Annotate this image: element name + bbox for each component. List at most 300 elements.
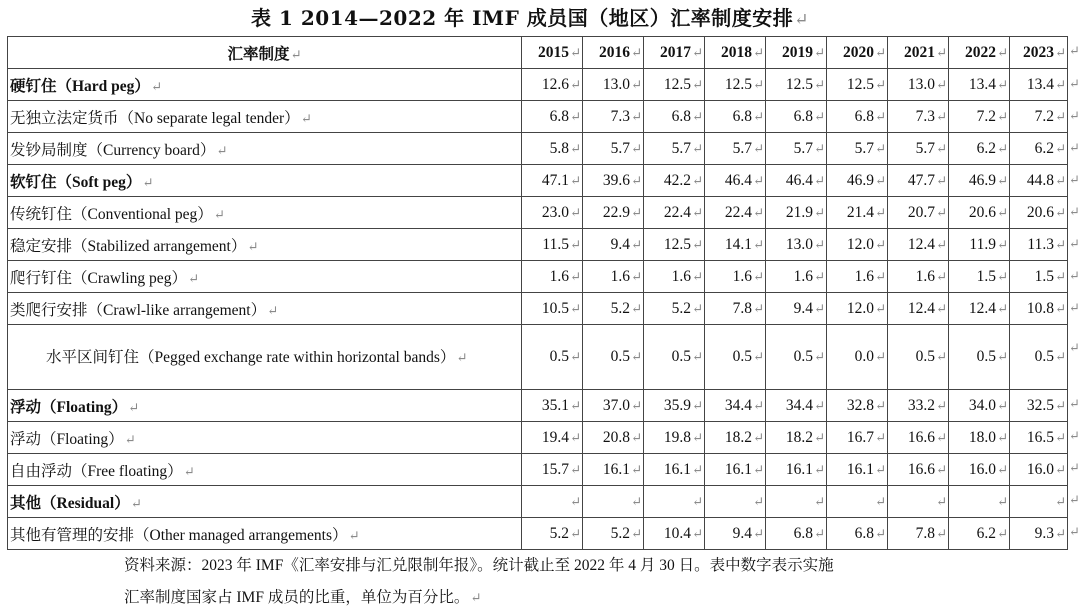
value-cell: 22.4↵	[705, 197, 766, 229]
value-cell: 35.1↵	[522, 390, 583, 422]
value-cell: 12.5↵	[827, 69, 888, 101]
return-mark-icon: ↵	[752, 236, 764, 252]
table-row	[8, 197, 1068, 229]
value-cell: 16.1↵	[644, 454, 705, 486]
value-cell: 16.1↵	[705, 454, 766, 486]
value-cell: 0.5↵	[766, 325, 827, 390]
return-mark-icon: ↵	[1069, 301, 1080, 316]
value-cell: 0.5↵	[705, 325, 766, 390]
value-cell: 35.9↵	[644, 390, 705, 422]
return-mark-icon: ↵	[813, 300, 825, 316]
value-cell: 7.8↵	[705, 293, 766, 325]
return-mark-icon: ↵	[1069, 429, 1080, 444]
return-mark-icon: ↵	[348, 527, 360, 543]
header-year: 2019↵	[766, 37, 827, 69]
value-cell: 6.8↵	[827, 101, 888, 133]
return-mark-icon: ↵	[996, 76, 1008, 92]
return-mark-icon: ↵	[691, 44, 703, 60]
value-cell: 16.1↵	[583, 454, 644, 486]
return-mark-icon: ↵	[569, 140, 581, 156]
return-mark-icon: ↵	[1069, 205, 1080, 220]
value-cell: 21.9↵	[766, 197, 827, 229]
value-cell: 5.8↵	[522, 133, 583, 165]
header-year: 2022↵	[949, 37, 1010, 69]
value-cell: 0.5↵	[1010, 325, 1068, 390]
value-cell: 46.9↵	[827, 165, 888, 197]
return-mark-icon: ↵	[213, 206, 225, 222]
row-label: 浮动（Floating）↵	[8, 390, 522, 422]
value-cell: 16.0↵	[949, 454, 1010, 486]
return-mark-icon: ↵	[996, 204, 1008, 220]
return-mark-icon: ↵	[996, 140, 1008, 156]
return-mark-icon: ↵	[124, 431, 136, 447]
return-mark-icon: ↵	[752, 493, 764, 509]
row-label: 浮动（Floating）↵	[8, 422, 522, 454]
table-title-text: 表 1 2014—2022 年 IMF 成员国（地区）汇率制度安排	[250, 6, 794, 30]
return-mark-icon: ↵	[1069, 77, 1080, 92]
return-mark-icon: ↵	[569, 461, 581, 477]
return-mark-icon: ↵	[813, 172, 825, 188]
value-cell: 1.6↵	[827, 261, 888, 293]
return-mark-icon: ↵	[752, 108, 764, 124]
value-cell: 46.4↵	[705, 165, 766, 197]
value-cell: 12.5↵	[766, 69, 827, 101]
value-cell: 33.2↵	[888, 390, 949, 422]
return-mark-icon: ↵	[691, 461, 703, 477]
value-cell: 12.6↵	[522, 69, 583, 101]
value-cell: 7.3↵	[583, 101, 644, 133]
header-year: 2021↵	[888, 37, 949, 69]
return-mark-icon: ↵	[630, 300, 642, 316]
value-cell: 18.0↵	[949, 422, 1010, 454]
return-mark-icon: ↵	[752, 397, 764, 413]
return-mark-icon: ↵	[630, 493, 642, 509]
return-mark-icon: ↵	[813, 44, 825, 60]
value-cell: 15.7↵	[522, 454, 583, 486]
return-mark-icon: ↵	[996, 44, 1008, 60]
return-mark-icon: ↵	[691, 172, 703, 188]
return-mark-icon: ↵	[813, 461, 825, 477]
value-cell: 12.5↵	[705, 69, 766, 101]
return-mark-icon: ↵	[752, 525, 764, 541]
value-cell: 47.7↵	[888, 165, 949, 197]
value-cell: 12.4↵	[888, 293, 949, 325]
return-mark-icon: ↵	[691, 300, 703, 316]
return-mark-icon: ↵	[996, 349, 1008, 364]
return-mark-icon: ↵	[1069, 341, 1080, 356]
return-mark-icon: ↵	[752, 76, 764, 92]
return-mark-icon: ↵	[874, 44, 886, 60]
return-mark-icon: ↵	[874, 236, 886, 252]
value-cell: 16.5↵	[1010, 422, 1068, 454]
table-row	[8, 101, 1068, 133]
value-cell: 1.6↵	[644, 261, 705, 293]
value-cell: 34.4↵	[766, 390, 827, 422]
return-mark-icon: ↵	[813, 397, 825, 413]
return-mark-icon: ↵	[935, 44, 947, 60]
table-row	[8, 325, 1068, 390]
row-label: 爬行钉住（Crawling peg）↵	[8, 261, 522, 293]
return-mark-icon: ↵	[752, 349, 764, 364]
return-mark-icon: ↵	[935, 140, 947, 156]
header-year: 2020↵	[827, 37, 888, 69]
value-cell: 6.8↵	[644, 101, 705, 133]
value-cell: 0.5↵	[583, 325, 644, 390]
return-mark-icon: ↵	[569, 397, 581, 413]
return-mark-icon: ↵	[1054, 204, 1066, 220]
value-cell: 1.6↵	[766, 261, 827, 293]
value-cell: 16.1↵	[766, 454, 827, 486]
value-cell: 1.5↵	[949, 261, 1010, 293]
return-mark-icon: ↵	[874, 204, 886, 220]
return-mark-icon: ↵	[1054, 108, 1066, 124]
row-label: 水平区间钉住（Pegged exchange rate within horizontal bands）↵	[8, 325, 522, 390]
return-mark-icon: ↵	[150, 78, 162, 94]
row-label: 硬钉住（Hard peg）↵	[8, 69, 522, 101]
value-cell: 5.7↵	[644, 133, 705, 165]
return-mark-icon: ↵	[1069, 525, 1080, 540]
return-mark-icon: ↵	[935, 397, 947, 413]
return-mark-icon: ↵	[1054, 461, 1066, 477]
row-label: 软钉住（Soft peg）↵	[8, 165, 522, 197]
value-cell: 9.4↵	[766, 293, 827, 325]
return-mark-icon: ↵	[1069, 269, 1080, 284]
return-mark-icon: ↵	[935, 108, 947, 124]
return-mark-icon: ↵	[935, 76, 947, 92]
return-mark-icon: ↵	[630, 525, 642, 541]
value-cell: 5.7↵	[766, 133, 827, 165]
return-mark-icon: ↵	[996, 525, 1008, 541]
header-year: 2023↵	[1010, 37, 1068, 69]
return-mark-icon: ↵	[813, 108, 825, 124]
table-row	[8, 518, 1068, 550]
return-mark-icon: ↵	[1054, 300, 1066, 316]
return-mark-icon: ↵	[1054, 397, 1066, 413]
source-note-line-1: 资料来源：2023 年 IMF《汇率安排与汇兑限制年报》。统计截止至 2022 年 4 月 30 日。表中数字表示实施	[124, 557, 834, 574]
return-mark-icon: ↵	[935, 461, 947, 477]
table-row	[8, 165, 1068, 197]
return-mark-icon: ↵	[1069, 461, 1080, 476]
header-row	[8, 37, 1068, 69]
return-mark-icon: ↵	[569, 236, 581, 252]
return-mark-icon: ↵	[1054, 493, 1066, 509]
return-mark-icon: ↵	[630, 397, 642, 413]
value-cell: 12.0↵	[827, 229, 888, 261]
value-cell: 6.8↵	[766, 101, 827, 133]
return-mark-icon: ↵	[470, 590, 482, 605]
value-cell: 11.9↵	[949, 229, 1010, 261]
value-cell: 14.1↵	[705, 229, 766, 261]
return-mark-icon: ↵	[691, 204, 703, 220]
return-mark-icon: ↵	[569, 76, 581, 92]
return-mark-icon: ↵	[794, 10, 809, 30]
value-cell: 32.8↵	[827, 390, 888, 422]
table-row	[8, 229, 1068, 261]
value-cell: 20.6↵	[949, 197, 1010, 229]
return-mark-icon: ↵	[1069, 237, 1080, 252]
return-mark-icon: ↵	[935, 300, 947, 316]
value-cell	[583, 486, 644, 518]
return-mark-icon: ↵	[187, 270, 199, 286]
return-mark-icon: ↵	[630, 140, 642, 156]
return-mark-icon: ↵	[874, 461, 886, 477]
value-cell: 16.1↵	[827, 454, 888, 486]
return-mark-icon: ↵	[1054, 268, 1066, 284]
header-year: 2018↵	[705, 37, 766, 69]
return-mark-icon: ↵	[1054, 429, 1066, 445]
return-mark-icon: ↵	[752, 429, 764, 445]
value-cell	[949, 486, 1010, 518]
value-cell	[522, 486, 583, 518]
return-mark-icon: ↵	[752, 300, 764, 316]
return-mark-icon: ↵	[691, 349, 703, 364]
return-mark-icon: ↵	[752, 204, 764, 220]
return-mark-icon: ↵	[691, 429, 703, 445]
value-cell: 16.6↵	[888, 422, 949, 454]
return-mark-icon: ↵	[996, 397, 1008, 413]
value-cell: 6.8↵	[827, 518, 888, 550]
value-cell: 46.4↵	[766, 165, 827, 197]
return-mark-icon: ↵	[1069, 109, 1080, 124]
return-mark-icon: ↵	[813, 525, 825, 541]
value-cell: 6.2↵	[949, 518, 1010, 550]
value-cell: 5.2↵	[583, 293, 644, 325]
return-mark-icon: ↵	[569, 300, 581, 316]
value-cell: 44.8↵	[1010, 165, 1068, 197]
value-cell: 0.5↵	[949, 325, 1010, 390]
return-mark-icon: ↵	[1054, 140, 1066, 156]
return-mark-icon: ↵	[569, 204, 581, 220]
value-cell: 5.2↵	[583, 518, 644, 550]
value-cell: 5.7↵	[827, 133, 888, 165]
return-mark-icon: ↵	[935, 204, 947, 220]
return-mark-icon: ↵	[142, 174, 154, 190]
table-row	[8, 390, 1068, 422]
value-cell: 0.5↵	[888, 325, 949, 390]
value-cell: 21.4↵	[827, 197, 888, 229]
return-mark-icon: ↵	[874, 108, 886, 124]
value-cell: 19.4↵	[522, 422, 583, 454]
value-cell: 18.2↵	[766, 422, 827, 454]
value-cell: 46.9↵	[949, 165, 1010, 197]
value-cell: 6.8↵	[522, 101, 583, 133]
return-mark-icon: ↵	[813, 236, 825, 252]
value-cell: 22.9↵	[583, 197, 644, 229]
header-regime: 汇率制度↵	[8, 37, 522, 69]
return-mark-icon: ↵	[569, 349, 581, 364]
return-mark-icon: ↵	[874, 493, 886, 509]
return-mark-icon: ↵	[1069, 397, 1080, 412]
value-cell: 9.3↵	[1010, 518, 1068, 550]
return-mark-icon: ↵	[996, 300, 1008, 316]
value-cell	[766, 486, 827, 518]
value-cell: 13.0↵	[888, 69, 949, 101]
value-cell: 42.2↵	[644, 165, 705, 197]
return-mark-icon: ↵	[290, 46, 302, 62]
return-mark-icon: ↵	[1054, 525, 1066, 541]
return-mark-icon: ↵	[630, 108, 642, 124]
value-cell: 0.5↵	[644, 325, 705, 390]
value-cell: 5.7↵	[705, 133, 766, 165]
value-cell: 5.7↵	[583, 133, 644, 165]
return-mark-icon: ↵	[630, 44, 642, 60]
value-cell: 6.8↵	[766, 518, 827, 550]
return-mark-icon: ↵	[813, 76, 825, 92]
return-mark-icon: ↵	[874, 300, 886, 316]
value-cell: 20.8↵	[583, 422, 644, 454]
return-mark-icon: ↵	[752, 44, 764, 60]
table-row	[8, 261, 1068, 293]
row-label: 其他（Residual）↵	[8, 486, 522, 518]
value-cell: 11.3↵	[1010, 229, 1068, 261]
row-label: 发钞局制度（Currency board）↵	[8, 133, 522, 165]
value-cell: 9.4↵	[705, 518, 766, 550]
table-title	[0, 2, 1060, 31]
row-label: 无独立法定货币（No separate legal tender）↵	[8, 101, 522, 133]
value-cell	[1010, 486, 1068, 518]
return-mark-icon: ↵	[874, 349, 886, 364]
value-cell: 13.0↵	[583, 69, 644, 101]
table-body	[8, 69, 1068, 550]
header-year: 2015↵	[522, 37, 583, 69]
value-cell: 6.8↵	[705, 101, 766, 133]
value-cell: 47.1↵	[522, 165, 583, 197]
value-cell: 1.6↵	[705, 261, 766, 293]
value-cell: 39.6↵	[583, 165, 644, 197]
return-mark-icon: ↵	[1069, 44, 1080, 59]
value-cell	[888, 486, 949, 518]
return-mark-icon: ↵	[247, 238, 259, 254]
value-cell: 12.5↵	[644, 69, 705, 101]
return-mark-icon: ↵	[874, 76, 886, 92]
value-cell: 12.4↵	[949, 293, 1010, 325]
return-mark-icon: ↵	[691, 236, 703, 252]
return-mark-icon: ↵	[935, 525, 947, 541]
row-label: 其他有管理的安排（Other managed arrangements）↵	[8, 518, 522, 550]
value-cell: 34.4↵	[705, 390, 766, 422]
table-row	[8, 486, 1068, 518]
source-note-line-2: 汇率制度国家占 IMF 成员的比重，单位为百分比。↵	[124, 589, 482, 606]
value-cell: 1.6↵	[522, 261, 583, 293]
value-cell	[827, 486, 888, 518]
value-cell: 6.2↵	[949, 133, 1010, 165]
return-mark-icon: ↵	[1069, 173, 1080, 188]
return-mark-icon: ↵	[935, 268, 947, 284]
value-cell: 32.5↵	[1010, 390, 1068, 422]
table-row	[8, 454, 1068, 486]
return-mark-icon: ↵	[996, 493, 1008, 509]
value-cell: 0.5↵	[522, 325, 583, 390]
value-cell: 1.6↵	[888, 261, 949, 293]
exchange-rate-table	[7, 36, 1068, 550]
value-cell: 16.6↵	[888, 454, 949, 486]
return-mark-icon: ↵	[996, 172, 1008, 188]
return-mark-icon: ↵	[569, 108, 581, 124]
return-mark-icon: ↵	[813, 268, 825, 284]
return-mark-icon: ↵	[935, 349, 947, 364]
value-cell	[705, 486, 766, 518]
value-cell: 6.2↵	[1010, 133, 1068, 165]
value-cell: 1.5↵	[1010, 261, 1068, 293]
return-mark-icon: ↵	[813, 140, 825, 156]
value-cell: 0.0↵	[827, 325, 888, 390]
return-mark-icon: ↵	[569, 429, 581, 445]
return-mark-icon: ↵	[1054, 236, 1066, 252]
return-mark-icon: ↵	[691, 493, 703, 509]
value-cell: 10.8↵	[1010, 293, 1068, 325]
return-mark-icon: ↵	[569, 525, 581, 541]
return-mark-icon: ↵	[216, 142, 228, 158]
return-mark-icon: ↵	[267, 302, 279, 318]
value-cell: 23.0↵	[522, 197, 583, 229]
return-mark-icon: ↵	[813, 204, 825, 220]
return-mark-icon: ↵	[569, 44, 581, 60]
value-cell: 34.0↵	[949, 390, 1010, 422]
return-mark-icon: ↵	[1054, 172, 1066, 188]
return-mark-icon: ↵	[630, 349, 642, 364]
return-mark-icon: ↵	[752, 268, 764, 284]
value-cell: 12.0↵	[827, 293, 888, 325]
value-cell: 13.4↵	[949, 69, 1010, 101]
return-mark-icon: ↵	[630, 461, 642, 477]
return-mark-icon: ↵	[630, 236, 642, 252]
return-mark-icon: ↵	[874, 140, 886, 156]
header-year: 2017↵	[644, 37, 705, 69]
return-mark-icon: ↵	[935, 493, 947, 509]
table-row	[8, 133, 1068, 165]
value-cell: 16.7↵	[827, 422, 888, 454]
value-cell: 13.4↵	[1010, 69, 1068, 101]
value-cell: 20.6↵	[1010, 197, 1068, 229]
return-mark-icon: ↵	[996, 429, 1008, 445]
return-mark-icon: ↵	[752, 461, 764, 477]
return-mark-icon: ↵	[691, 268, 703, 284]
value-cell: 18.2↵	[705, 422, 766, 454]
return-mark-icon: ↵	[691, 397, 703, 413]
header-year: 2016↵	[583, 37, 644, 69]
return-mark-icon: ↵	[813, 349, 825, 364]
return-mark-icon: ↵	[130, 495, 142, 511]
return-mark-icon: ↵	[1069, 141, 1080, 156]
return-mark-icon: ↵	[691, 140, 703, 156]
return-mark-icon: ↵	[569, 493, 581, 509]
row-label: 传统钉住（Conventional peg）↵	[8, 197, 522, 229]
return-mark-icon: ↵	[996, 268, 1008, 284]
return-mark-icon: ↵	[935, 429, 947, 445]
value-cell: 11.5↵	[522, 229, 583, 261]
value-cell: 10.4↵	[644, 518, 705, 550]
return-mark-icon: ↵	[996, 108, 1008, 124]
value-cell: 13.0↵	[766, 229, 827, 261]
return-mark-icon: ↵	[630, 268, 642, 284]
value-cell: 7.8↵	[888, 518, 949, 550]
row-label: 稳定安排（Stabilized arrangement）↵	[8, 229, 522, 261]
return-mark-icon: ↵	[569, 172, 581, 188]
return-mark-icon: ↵	[630, 429, 642, 445]
return-mark-icon: ↵	[1054, 76, 1066, 92]
row-label: 自由浮动（Free floating）↵	[8, 454, 522, 486]
value-cell	[644, 486, 705, 518]
value-cell: 12.4↵	[888, 229, 949, 261]
return-mark-icon: ↵	[569, 268, 581, 284]
value-cell: 10.5↵	[522, 293, 583, 325]
row-label: 类爬行安排（Crawl-like arrangement）↵	[8, 293, 522, 325]
return-mark-icon: ↵	[1069, 493, 1080, 508]
table-row	[8, 293, 1068, 325]
return-mark-icon: ↵	[691, 108, 703, 124]
return-mark-icon: ↵	[183, 463, 195, 479]
return-mark-icon: ↵	[630, 172, 642, 188]
